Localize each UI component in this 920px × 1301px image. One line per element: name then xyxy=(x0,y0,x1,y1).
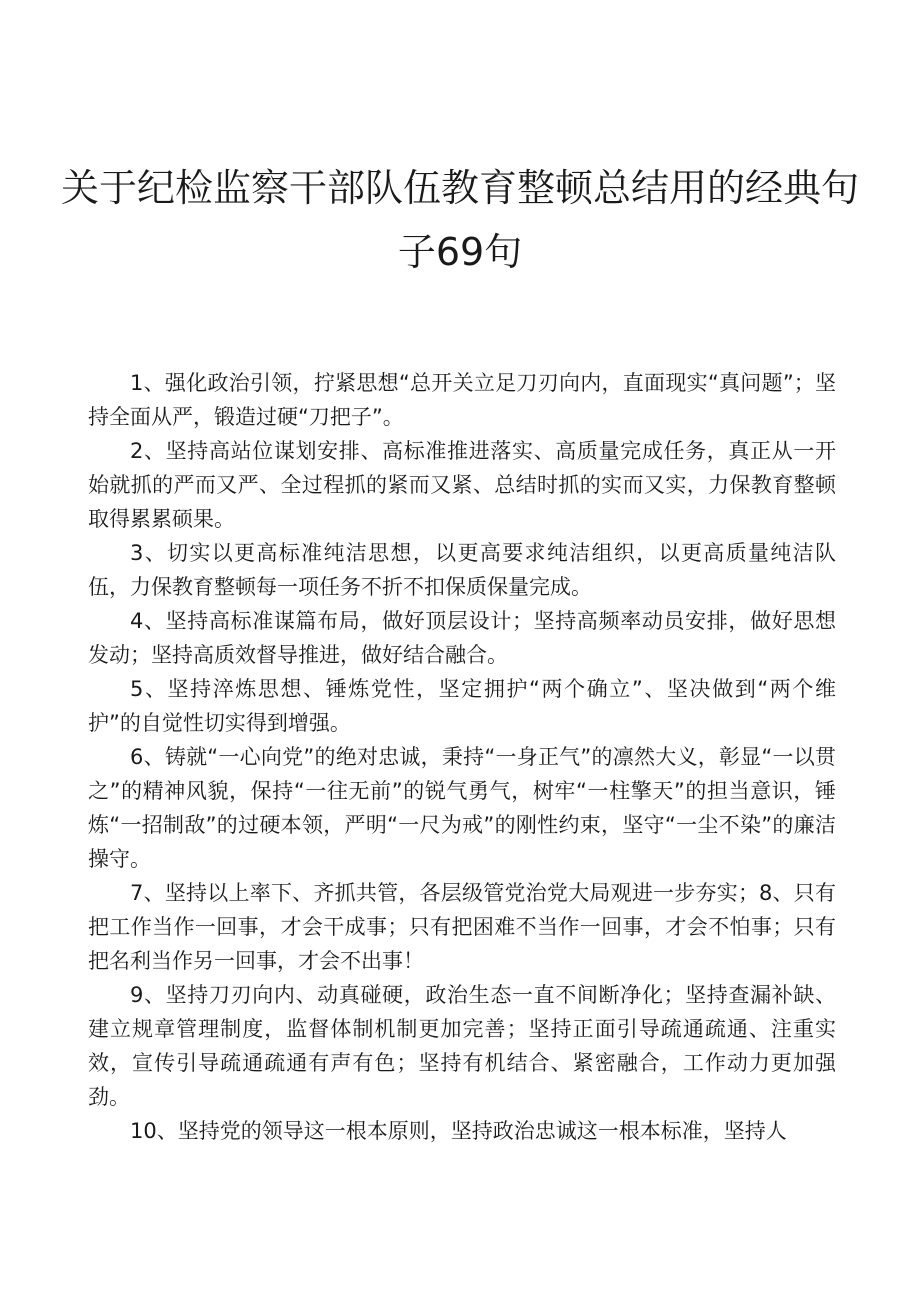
paragraph-1: 1、强化政治引领，拧紧思想“总开关立足刀刃向内，直面现实“真问题”；坚持全面从严，锻造过硬“刀把子”。 xyxy=(88,371,836,429)
document-body xyxy=(88,366,836,1148)
document-title xyxy=(0,156,920,284)
paragraph-6: 6、铸就“一心向党”的绝对忠诚，秉持“一身正气”的凛然大义，彰显“一以贯之”的精神风貌，保持“一往无前”的锐气勇气，树牢“一柱擎天”的担当意识，锤炼“一招制敌”的过硬本领，严明“一尺为戒”的刚性约束，坚守“一尘不染”的廉洁操守。 xyxy=(88,745,836,871)
paragraph-7: 7、坚持以上率下、齐抓共管，各层级管党治党大局观进一步夯实；8、只有把工作当作一回事，才会干成事；只有把困难不当作一回事，才会不怕事；只有把名利当作另一回事，才会不出事！ xyxy=(88,881,836,973)
paragraph-4: 4、坚持高标准谋篇布局，做好顶层设计；坚持高频率动员安排，做好思想发动；坚持高质效督导推进，做好结合融合。 xyxy=(88,609,836,667)
paragraph-9: 9、坚持刀刃向内、动真碰硬，政治生态一直不间断净化；坚持查漏补缺、建立规章管理制度，监督体制机制更加完善；坚持正面引导疏通疏通、注重实效，宣传引导疏通疏通有声有色；坚持有机结合、紧密融合，工作动力更加强劲。 xyxy=(88,983,836,1109)
paragraph-2: 2、坚持高站位谋划安排、高标准推进落实、高质量完成任务，真正从一开始就抓的严而又严、全过程抓的紧而又紧、总结时抓的实而又实，力保教育整顿取得累累硕果。 xyxy=(88,439,836,531)
paragraph-5: 5、坚持淬炼思想、锤炼党性，坚定拥护“两个确立”、坚决做到“两个维护”的自觉性切实得到增强。 xyxy=(88,677,836,735)
document-title-line-2: 子69句 xyxy=(397,230,523,274)
paragraph-3: 3、切实以更高标准纯洁思想，以更高要求纯洁组织，以更高质量纯洁队伍，力保教育整顿每一项任务不折不扣保质保量完成。 xyxy=(88,541,836,599)
paragraph-10: 10、坚持党的领导这一根本原则，坚持政治忠诚这一根本标准，坚持人 xyxy=(130,1119,787,1143)
document-title-line-1: 关于纪检监察干部队伍教育整顿总结用的经典句 xyxy=(60,166,859,210)
